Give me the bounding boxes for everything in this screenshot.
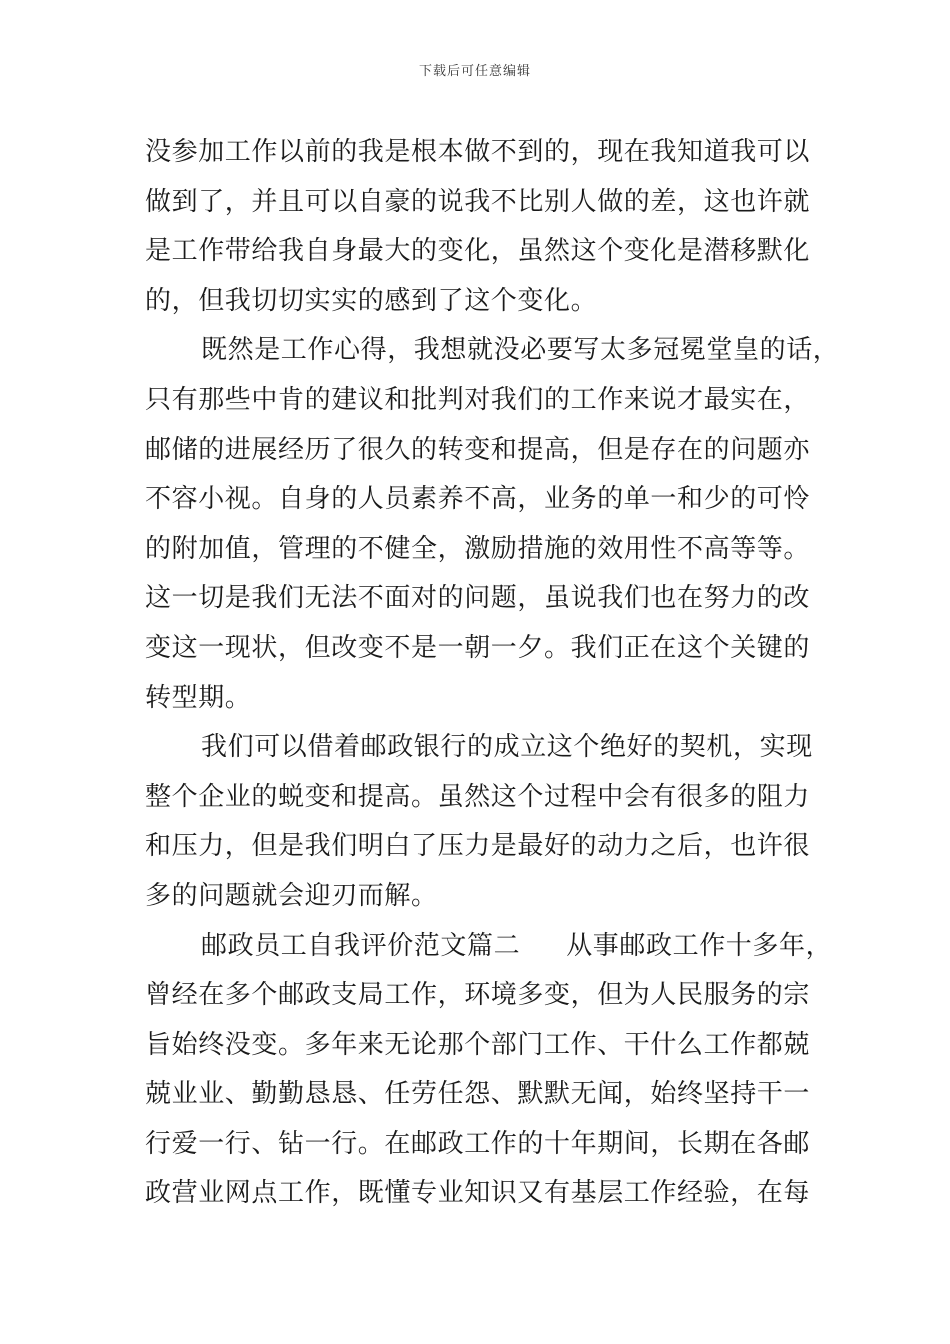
section-title: 邮政员工自我评价范文篇二 [201, 930, 521, 961]
text-line: 转型期。 [145, 682, 252, 713]
text-line: 是工作带给我自身最大的变化，虽然这个变化是潜移默化 [145, 236, 811, 267]
text-line: 没参加工作以前的我是根本做不到的，现在我知道我可以 [145, 137, 811, 167]
text-line: 不容小视。自身的人员素养不高，业务的单一和少的可怜 [145, 484, 811, 515]
text-line: 邮储的进展经历了很久的转变和提高，但是存在的问题亦 [145, 434, 811, 465]
paragraph-start-line: 我们可以借着邮政银行的成立这个绝好的契机，实现 [201, 732, 813, 763]
text-line: 曾经在多个邮政支局工作，环境多变，但为人民服务的宗 [145, 980, 811, 1011]
text-line: 旨始终没变。多年来无论那个部门工作、干什么工作都兢 [145, 1029, 811, 1060]
text-line: 多的问题就会迎刃而解。 [145, 880, 438, 911]
text-line: 整个企业的蜕变和提高。虽然这个过程中会有很多的阻力 [145, 781, 811, 812]
text-line: 做到了，并且可以自豪的说我不比别人做的差，这也许就 [145, 186, 811, 217]
section-first-sentence: 从事邮政工作十多年， [566, 930, 833, 961]
text-line: 和压力，但是我们明白了压力是最好的动力之后，也许很 [145, 831, 811, 862]
text-line: 的附加值，管理的不健全，激励措施的效用性不高等等。 [145, 533, 811, 564]
paragraph-start-line: 既然是工作心得，我想就没必要写太多冠冕堂皇的话， [201, 335, 840, 366]
section-title-line [145, 922, 833, 972]
text-line: 变这一现状，但改变不是一朝一夕。我们正在这个关键的 [145, 632, 811, 663]
text-line: 这一切是我们无法不面对的问题，虽说我们也在努力的改 [145, 583, 811, 614]
text-line: 兢业业、勤勤恳恳、任劳任怨、默默无闻，始终坚持干一 [145, 1079, 811, 1110]
text-line: 政营业网点工作，既懂专业知识又有基层工作经验，在每 [145, 1178, 811, 1209]
text-line: 行爱一行、钻一行。在邮政工作的十年期间，长期在各邮 [145, 1128, 811, 1159]
body-text [145, 128, 840, 1219]
text-line: 的，但我切切实实的感到了这个变化。 [145, 285, 598, 316]
page-header: 下载后可任意编辑 [418, 64, 531, 79]
text-line: 只有那些中肯的建议和批判对我们的工作来说才最实在， [145, 384, 811, 415]
